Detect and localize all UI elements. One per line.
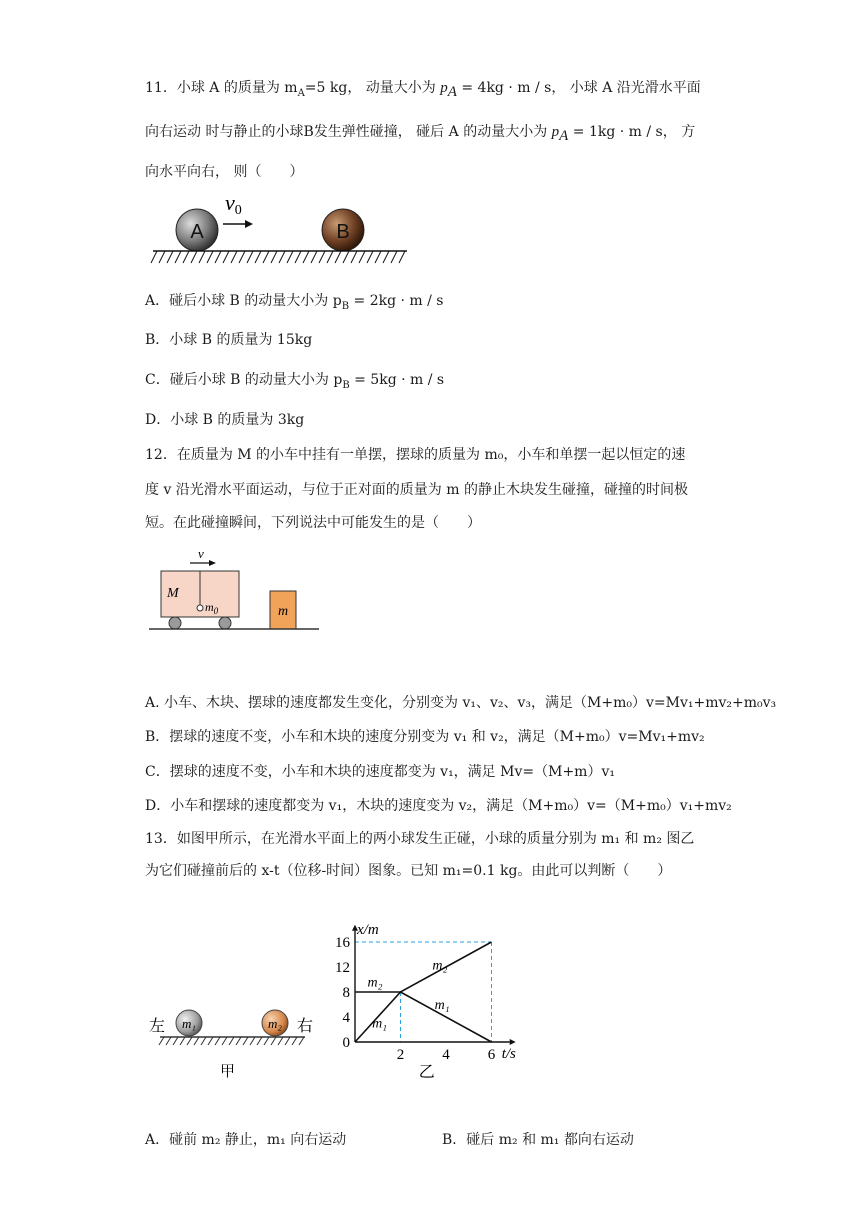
pendulum-bob	[197, 605, 203, 611]
caption-yi: 乙	[418, 1062, 435, 1081]
x-tick-4: 4	[442, 1047, 450, 1063]
velocity-label: v	[198, 546, 204, 561]
q11-line2: 向右运动 时与静止的小球B发生弹性碰撞， 碰后 A 的动量大小为 $p_A = 1kg \cdot m / s$， 方	[145, 124, 696, 144]
series-label-m1-left: m₁	[372, 1016, 388, 1032]
y-tick-0: 0	[342, 1035, 350, 1051]
ground-hatch	[151, 251, 405, 263]
q12-option-c: C．摆球的速度不变，小车和木块的速度都变为 v₁，满足 Mv=（M+m）v₁	[145, 764, 615, 780]
cart-label: M	[167, 586, 179, 601]
y-tick-8: 8	[342, 985, 350, 1001]
q12-option-d: D．小车和摆球的速度都变为 v₁，木块的速度变为 v₂，满足（M+m₀）v=（M+m₀）v₁+mv₂	[145, 798, 732, 814]
q12-figure	[145, 545, 325, 640]
right-label: 右	[297, 1016, 314, 1035]
bob-label: $m_0$	[205, 600, 219, 616]
q11-option-a: A．碰后小球 B 的动量大小为 $p_B = 2kg \cdot m / s$	[145, 293, 444, 312]
y-tick-12: 12	[335, 960, 350, 976]
q12-line3: 短。在此碰撞瞬间，下列说法中可能发生的是（ ）	[145, 515, 481, 531]
q13-figure-jia	[145, 1000, 320, 1082]
series-label-m2-upper: m₂	[432, 958, 448, 974]
y-tick-4: 4	[342, 1010, 350, 1026]
ball-m2-label: m₂	[268, 1016, 282, 1031]
x-tick-2: 2	[396, 1047, 405, 1063]
q13-option-b: B．碰后 m₂ 和 m₁ 都向右运动	[442, 1132, 634, 1148]
q12-option-a: A. 小车、木块、摆球的速度都发生变化，分别变为 v₁、v₂、v₃，满足（M+m₀）v=Mv₁+mv₂+m₀v₃	[145, 695, 777, 711]
x-axis-arrow	[510, 1039, 516, 1045]
q11-option-d: D．小球 B 的质量为 3kg	[145, 412, 305, 428]
x-axis-label: t/s	[501, 1046, 516, 1062]
xt-chart	[325, 895, 545, 1085]
q13-option-a: A．碰前 m₂ 静止，m₁ 向右运动	[145, 1132, 347, 1148]
q11-figure	[145, 190, 415, 270]
x-tick-6: 6	[487, 1047, 496, 1063]
q11-line1: 11．小球 A 的质量为 $m_A=5$ kg， 动量大小为 $p_A = 4kg \cdot m / s$， 小球 A 沿光滑水平面	[145, 80, 701, 100]
v0-label: v0	[225, 190, 242, 218]
block-label: m	[278, 604, 289, 619]
series-label-m1-right: m₁	[434, 997, 450, 1013]
ball-b-label: B	[336, 221, 350, 243]
y-axis-label: x/m	[357, 921, 379, 938]
q11-option-c: C．碰后小球 B 的动量大小为 $p_B = 5kg \cdot m / s$	[145, 372, 445, 391]
q11-line3: 向水平向右， 则（ ）	[145, 164, 304, 180]
left-label: 左	[149, 1016, 166, 1035]
series-label-m2-lower: m₂	[367, 975, 383, 991]
q12-option-b: B．摆球的速度不变，小车和木块的速度分别变为 v₁ 和 v₂，满足（M+m₀）v=Mv₁+mv₂	[145, 729, 705, 745]
ball-m1-label: m₁	[182, 1016, 196, 1031]
q12-line2: 度 v 沿光滑水平面运动，与位于正对面的质量为 m 的静止木块发生碰撞，碰撞的时间极	[145, 482, 688, 498]
q12-line1: 12．在质量为 M 的小车中挂有一单摆，摆球的质量为 m₀，小车和单摆一起以恒定的速	[145, 447, 686, 463]
q13-line1: 13．如图甲所示，在光滑水平面上的两小球发生正碰，小球的质量分别为 m₁ 和 m₂ 图乙	[145, 831, 695, 847]
cart-wheel-left	[169, 617, 181, 629]
q13-line2: 为它们碰撞前后的 x-t（位移-时间）图象。已知 m₁=0.1 kg。由此可以判断（ ）	[145, 863, 672, 879]
ground-hatch	[159, 1037, 304, 1045]
caption-jia: 甲	[220, 1062, 236, 1080]
cart-wheel-right	[219, 617, 231, 629]
ball-a-label: A	[190, 221, 204, 243]
q11-option-b: B．小球 B 的质量为 15kg	[145, 332, 313, 348]
y-tick-16: 16	[335, 935, 350, 951]
